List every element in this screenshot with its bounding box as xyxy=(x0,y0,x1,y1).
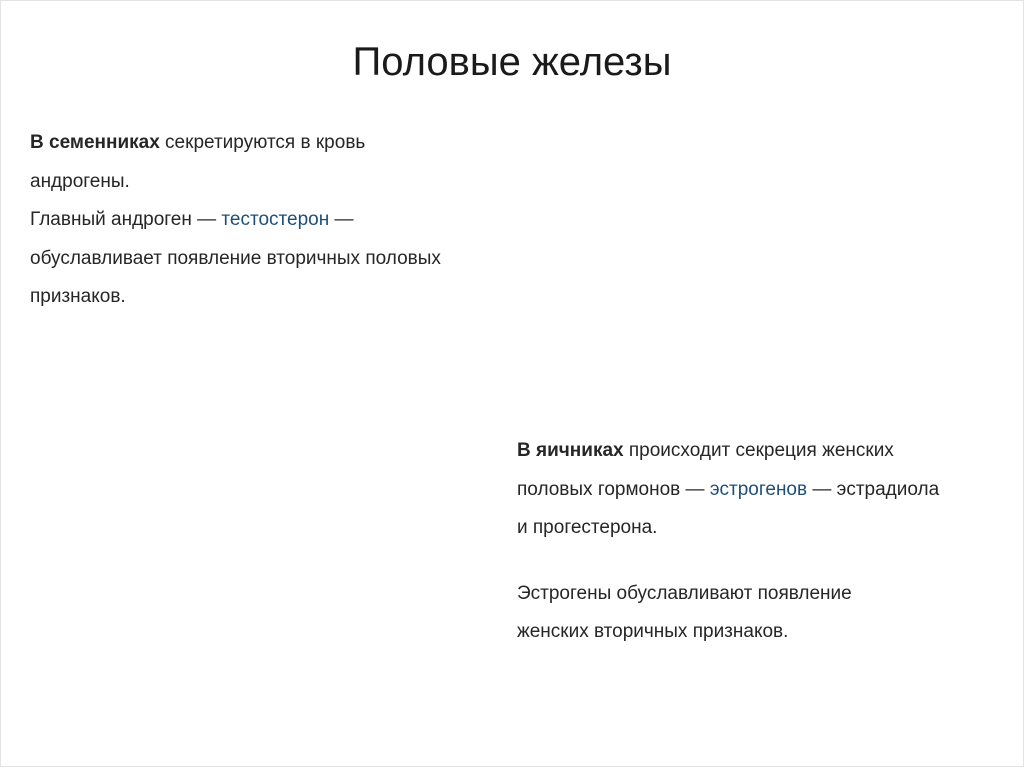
testes-line-5: признаков. xyxy=(30,286,126,307)
ovaries-line-2-end: — эстрадиола xyxy=(807,478,940,500)
testes-line-3-start: Главный андроген — xyxy=(30,209,222,230)
ovaries-line-3: и прогестерона. xyxy=(517,517,658,538)
testes-bold-term: В семенниках xyxy=(30,132,160,153)
testes-text-block xyxy=(30,124,510,317)
ovaries-line-1 xyxy=(517,432,1007,471)
ovaries-line-2 xyxy=(517,471,1007,510)
ovaries-bold-term: В яичниках xyxy=(517,440,624,461)
testosterone-link[interactable]: тестостерон xyxy=(221,209,330,230)
ovaries-line-2-start: половых гормонов — xyxy=(517,478,710,500)
testes-line-2: андрогены. xyxy=(30,170,130,192)
testes-line-1-rest: секретируются в кровь xyxy=(159,132,366,153)
testes-line-1 xyxy=(30,124,510,163)
estrogens-link[interactable]: эстрогенов xyxy=(709,478,808,500)
estrogens-para-line-2: женских вторичных признаков. xyxy=(517,621,789,642)
testes-line-3-end: — xyxy=(329,209,354,230)
testes-line-3 xyxy=(30,201,510,240)
ovaries-line-1-rest: происходит секреция женских xyxy=(623,440,894,461)
estrogens-para-line-1: Эстрогены обуславливают появление xyxy=(517,582,852,604)
slide-title: Половые железы xyxy=(352,40,672,84)
ovaries-text-block xyxy=(517,432,1007,652)
testes-line-4: обуславливает появление вторичных половых xyxy=(30,247,441,269)
